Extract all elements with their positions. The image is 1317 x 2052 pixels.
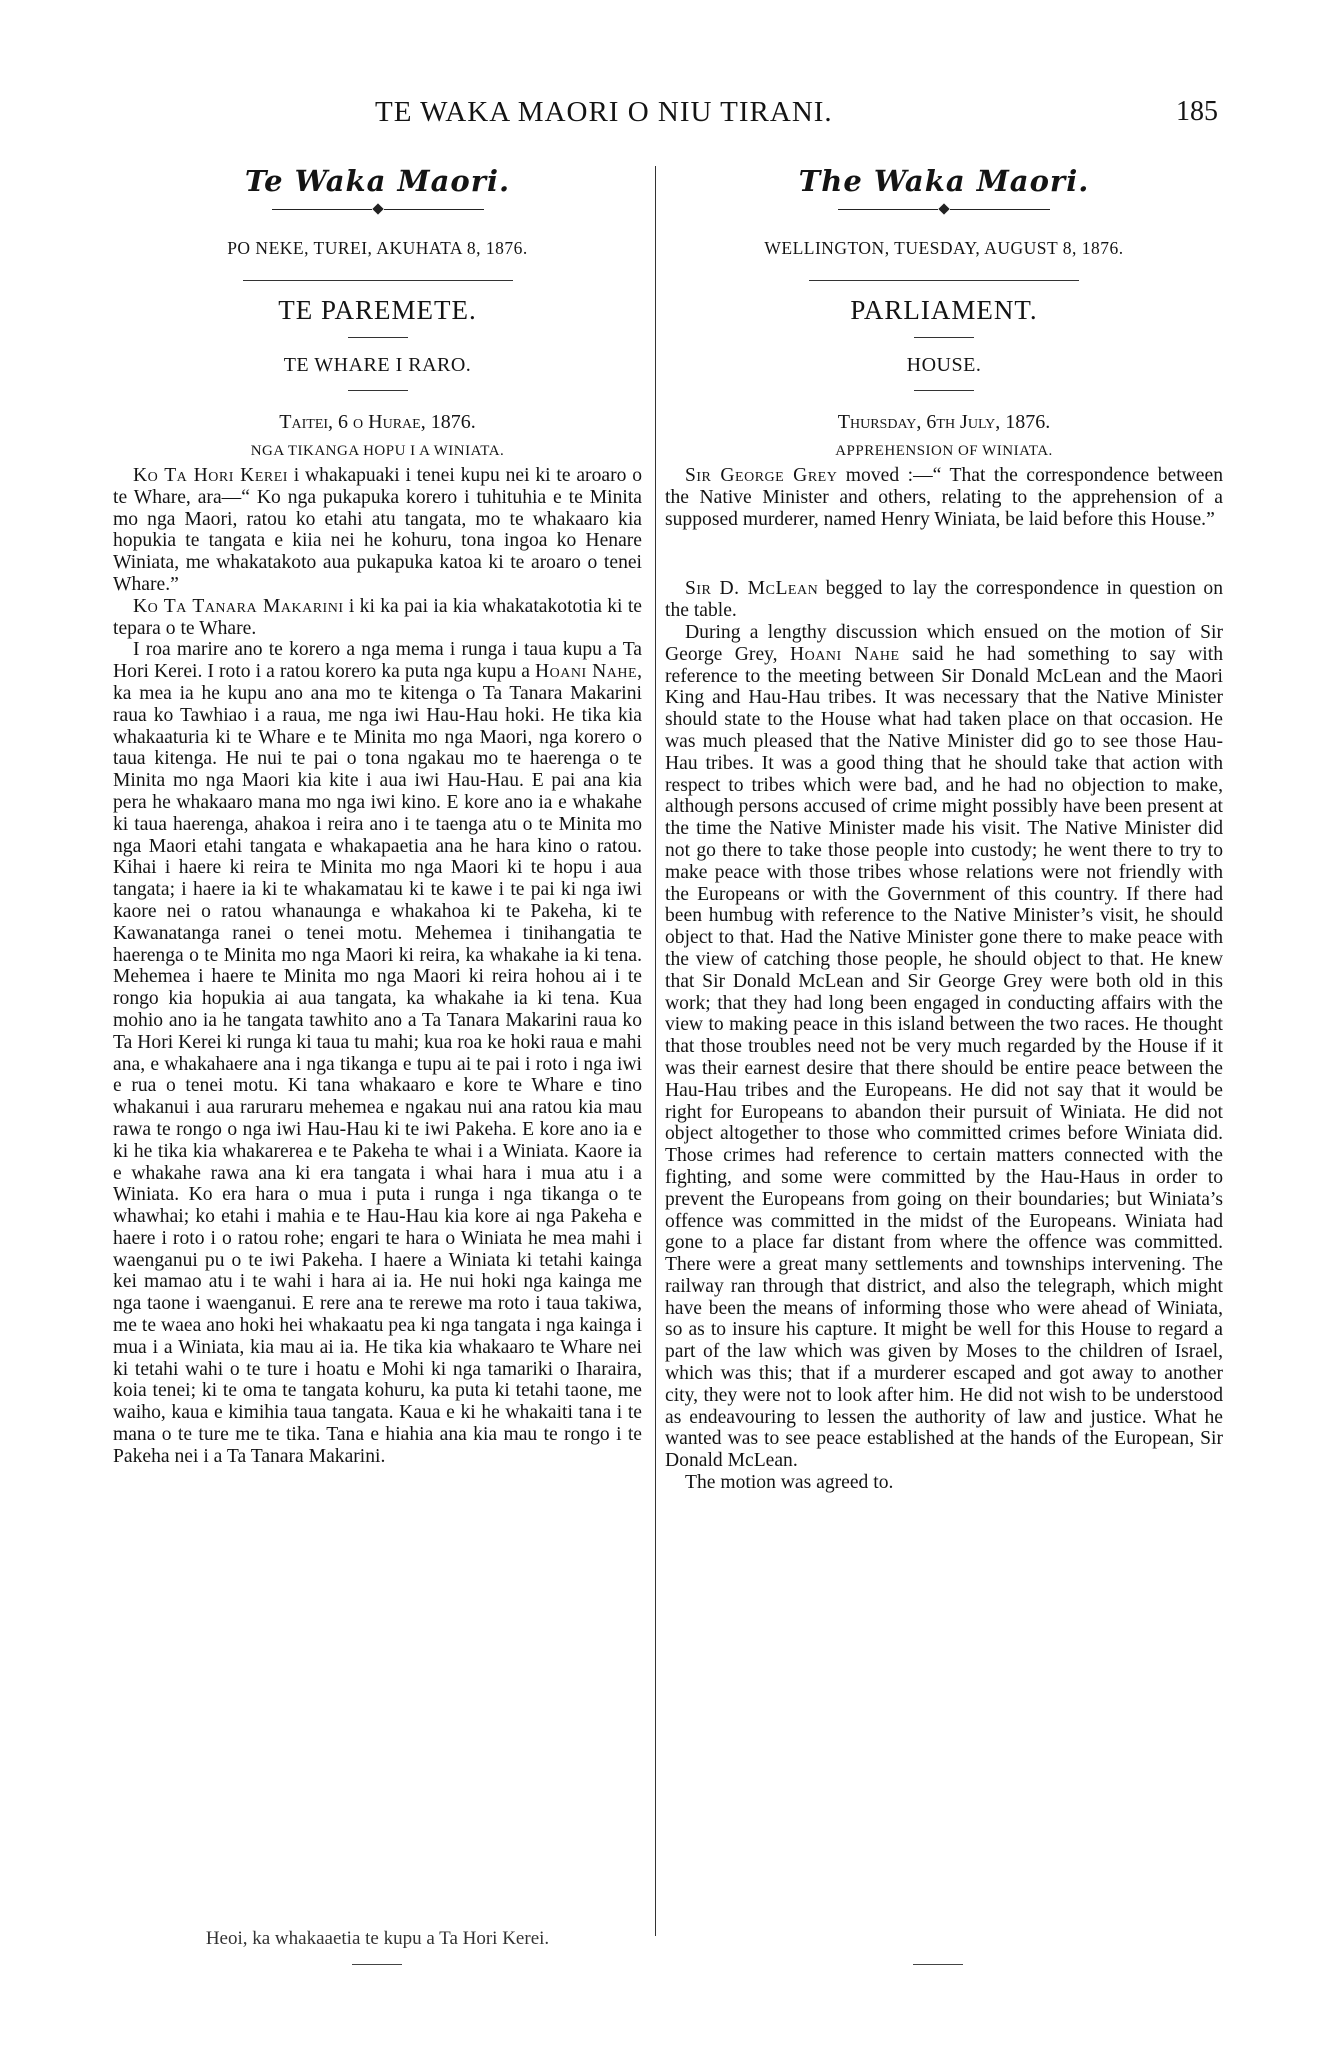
divider-rule <box>348 390 408 391</box>
end-rule <box>913 1964 963 1965</box>
end-rule <box>352 1964 402 1965</box>
divider-rule <box>348 337 408 338</box>
masthead-maori: Te Waka Maori. <box>244 164 511 198</box>
english-column <box>665 160 1223 1494</box>
masthead-english: The Waka Maori. <box>798 164 1090 198</box>
paragraph: Sir D. McLean begged to lay the correspondence in question on the table. <box>665 578 1223 622</box>
motion-heading-maori: NGA TIKANGA HOPU I A WINIATA. <box>250 443 505 459</box>
page-number: 185 <box>1176 96 1218 127</box>
page-header <box>0 96 1317 136</box>
divider-rule <box>914 390 974 391</box>
motion-heading-english: APPREHENSION OF WINIATA. <box>835 443 1053 459</box>
paragraph: During a lengthy discussion which ensued on the motion of Sir George Grey, Hoani Nahe said he had something to say with reference to the meeting between Sir Donald McLean and the Maori King and Hau-Hau tribes. It was necessary that the Native Minister should state to the House what had taken place on that occasion. He was much pleased that the Native Minister did go to see those Hau-Hau tribes. It was a good thing that he should take that action with respect to tribes which were bad, and he had no objection to make, although persons accused of crime might possibly have been present at the time the Native Minister made his visit. The Native Minister did not go there to take those people into custody; he went there to try to make peace with those tribes whose relations were not friendly with the Europeans or with the Government of this country. If there had been humbug with reference to the Native Minister’s visit, he should object to that. Had the Native Minister gone there to make peace with the view of catching those people, he should object to that. He knew that Sir Donald McLean and Sir George Grey were both old in this work; that they had long been engaged in conducting affairs with the view to making peace in this island between the two races. He thought that those troubles need not be very much regarded by the House if it was their earnest desire that there should be entire peace between the Hau-Hau tribes and the Europeans. He did not say that it would be right for Europeans to abandon their pursuit of Winiata. He did not object altogether to those who committed crimes before Winiata did. Those crimes had reference to certain matters connected with the fighting, and some were committed by the Hau-Haus in order to prevent the Europeans from going on their boundaries; but Winiata’s offence was committed in the midst of the Europeans. Winiata had gone to a place far distant from where the offence was committed. There were a great many settlements and townships intervening. The railway ran through that district, and also the telegraph, which might have been the means of informing those who were ahead of Winiata, so as to insure his capture. It might be well for this House to regard a part of the law which was given by Moses to the children of Israel, which was this; that if a murderer escaped and got away to another city, they were not to look after him. He did not wish to be understood as endeavouring to lessen the authority of law and justice. What he wanted was to see peace established at the hands of the European, Sir Donald McLean. <box>665 621 1223 1472</box>
speaker-name: Ko Ta Tanara Makarini <box>133 595 344 617</box>
dateline-maori: PO NEKE, TUREI, AKUHATA 8, 1876. <box>227 238 528 258</box>
divider-rule <box>914 337 974 338</box>
paragraph: I roa marire ano te korero a nga mema i runga i taua kupu a Ta Hori Kerei. I roto i a ratou korero ka puta nga kupu a Hoani Nahe, ka mea ia he kupu ano ana mo te kitenga o Ta Tanara Makarini raua ko Tawhiao i a raua, me nga iwi Hau-Hau hoki. He tika kia whakaaturia ki te Whare e te Minita mo nga Maori, nga korero o taua kitenga. He nui te pai o tona ngakau mo te haerenga o te Minita mo nga Maori kia kite i aua iwi Hau-Hau. E pai ana kia pera he whakaaro mana mo nga iwi kino. E kore ano ia e whakahe ki taua haerenga, ahakoa i reira ano i te taenga atu o te Minita mo nga Maori etahi tangata e whakapaetia ana he hara kino o ratou. Kihai i haere ki reira te Minita mo nga Maori ki te hopu i aua tangata; i haere ia ki te whakamatau ki te kawe i te pai ki nga iwi kaore nei o ratou whanaunga e whakahoa ki te Pakeha, ki te Kawanatanga ranei o tenei motu. Mehemea i tinihangatia te haerenga o te Minita mo nga Maori ki reira, ka whakahe ia ki tena. Mehemea i haere te Minita mo nga Maori ki reira hohou ai i te rongo kia hopukia ai aua tangata, ka whakahe ia ki tena. Kua mohio ano ia he tangata tawhito ano a Ta Tanara Makarini raua ko Ta Hori Kerei ki runga ki taua tu mahi; kua roa ke hoki raua e mahi ana, e whakahaere ana i nga tikanga e tupu ai te pai i roto i nga iwi e rua o tenei motu. Ki tana whakaaro e kore te Whare e tino whakanui i aua raruraru mehemea e ngakau nui ana ratou kia mau rawa te rongo o nga iwi Hau-Hau ki te iwi Pakeha. E kore ano ia e ki he tika kia whakarerea e te Pakeha te whai i a Winiata. Kaore ia e whakahe rawa ana ki era tangata i whai hara i mua atu i a Winiata. Ko era hara o mua i puta i runga i nga tikanga o te whawhai; ko etahi i mahia e te Hau-Hau kia kore ai nga Pakeha e haere i roto i o ratou rohe; engari te hara o Winiata he mea mahi i waenganui pu o te iwi Pakeha. I haere a Winiata ki tetahi kainga kei mamao atu i te wahi i hara ai ia. He nui hoki nga kainga me nga taone i waenganui. E rere ana te rerewe ma roto i taua takiwa, me te waea ano hoki hei whakaatu pea ki nga tangata i nga kainga i mua i a Winiata, kia mau ai ia. He tika kia whakaaro te Whare nei ki tetahi wahi o te ture i hoatu e Mohi ki nga tamariki o Iharaira, koia tenei; ki te oma te tangata kohuru, ka puta ki tetahi taone, me waiho, kaua e kimihia taua tangata. Kaua e ki he whakaiti tana i te mana o te ture me te tika. Tana e hiahia ana kia mau te rongo i te Pakeha nei i a Ta Tanara Makarini. <box>113 639 642 1467</box>
paragraph: Ko Ta Hori Kerei i whakapuaki i tenei kupu nei ki te aroaro o te Whare, ara—“ Ko nga pukapuka korero i tuhituhia e te Minita mo nga Maori, ratou ko etahi atu tangata, mo te whakaaro kia hopukia te tangata e kiia nei he kohuru, tona ingoa ko Henare Winiata, me whakatakoto aua pukapuka katoa ki te aroaro o tenei Whare.” <box>113 465 642 595</box>
column-divider <box>655 166 656 1936</box>
speaker-name: Hoani Nahe <box>790 643 900 665</box>
motion-result-maori: Heoi, ka whakaaetia te kupu a Ta Hori Kerei. <box>205 1928 550 1949</box>
sitting-date-maori: Taitei, 6 o Hurae, 1876. <box>279 411 476 433</box>
paragraph: Ko Ta Tanara Makarini i ki ka pai ia kia whakatakototia ki te tepara o te Whare. <box>113 595 642 639</box>
masthead-ornament <box>665 202 1223 216</box>
masthead-ornament <box>113 202 642 216</box>
divider-rule <box>243 280 513 281</box>
maori-column <box>113 160 642 1468</box>
divider-rule <box>809 280 1079 281</box>
paragraph: Sir George Grey moved :—“ That the correspondence between the Native Minister and others, relating to the apprehension of a supposed murderer, named Henry Winiata, be laid before this House.” <box>665 465 1223 530</box>
section-title-english: PARLIAMENT. <box>850 295 1038 325</box>
running-title: TE WAKA MAORI O NIU TIRANI. <box>375 96 833 128</box>
speaker-name: Sir D. McLean <box>685 578 819 600</box>
dateline-english: WELLINGTON, TUESDAY, AUGUST 8, 1876. <box>764 238 1124 258</box>
speaker-name: Ko Ta Hori Kerei <box>133 465 288 486</box>
subsection-title-maori: TE WHARE I RARO. <box>283 354 472 376</box>
subsection-title-english: HOUSE. <box>906 354 982 376</box>
sitting-date-english: Thursday, 6th July, 1876. <box>837 411 1051 433</box>
speaker-name: Hoani Nahe <box>534 661 638 683</box>
paragraph: The motion was agreed to. <box>685 1472 894 1494</box>
speaker-name: Sir George Grey <box>685 465 838 486</box>
section-title-maori: TE PAREMETE. <box>278 295 477 325</box>
